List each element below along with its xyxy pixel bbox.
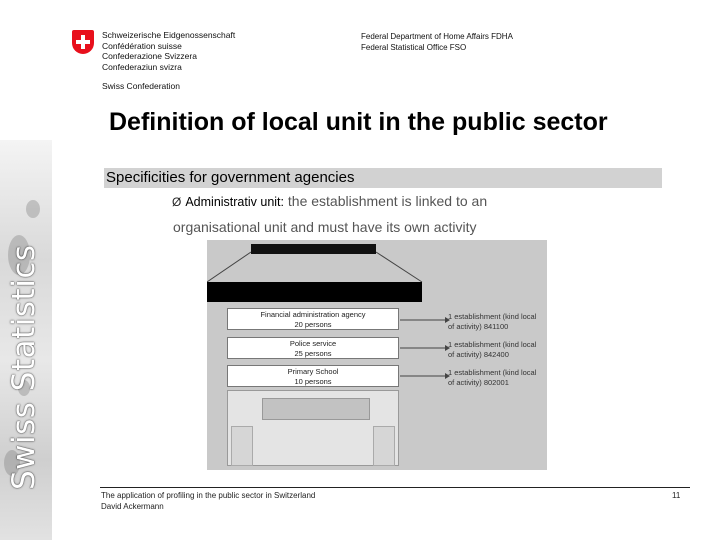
unit-persons: 10 persons: [294, 377, 332, 386]
establishment-note: [448, 312, 548, 331]
footer-presentation-title: The application of profiling in the public sector in Switzerland: [101, 491, 316, 500]
note-line: 1 establishment (kind local: [448, 340, 537, 349]
unit-persons: 20 persons: [294, 320, 332, 329]
unit-box-police: [227, 337, 399, 359]
note-line: 1 establishment (kind local: [448, 312, 537, 321]
office-name: Federal Statistical Office FSO: [361, 43, 467, 52]
note-line: of activity) 842400: [448, 349, 509, 359]
swiss-flag-icon: [72, 30, 94, 54]
footer-author: David Ackermann: [101, 502, 164, 511]
confederation-line-fr: Confédération suisse: [102, 40, 182, 51]
unit-box-financial: [227, 308, 399, 330]
establishment-note: [448, 368, 548, 387]
door-right: [373, 426, 395, 466]
unit-name: Primary School: [287, 367, 339, 376]
building-diagram: [207, 240, 547, 470]
department-name: Federal Department of Home Affairs FDHA: [361, 32, 513, 41]
unit-persons: 25 persons: [294, 349, 332, 358]
establishment-note: [448, 340, 548, 359]
footer-divider: [100, 487, 690, 488]
confederation-line-en: Swiss Confederation: [102, 81, 180, 91]
footer: [101, 490, 315, 512]
building-beam: [207, 282, 422, 302]
confederation-line-it: Confederazione Svizzera: [102, 51, 197, 61]
confederation-line-de: Schweizerische Eidgenossenschaft: [102, 30, 236, 40]
note-line: of activity) 802001: [448, 377, 509, 387]
slide-subtitle: Specificities for government agencies: [106, 169, 355, 186]
unit-name: Financial administration agency: [260, 310, 366, 319]
confederation-block: [102, 30, 235, 92]
door-left: [231, 426, 253, 466]
roof-bar: [251, 244, 376, 254]
note-line: of activity) 841100: [448, 321, 509, 331]
bullet-arrow-icon: Ø: [172, 195, 182, 209]
bullet-lead: Administrativ unit:: [185, 195, 284, 209]
subtitle-bar: [104, 168, 662, 188]
unit-name: Police service: [289, 339, 337, 348]
page-number: 11: [672, 491, 681, 500]
unit-box-school: [227, 365, 399, 387]
bullet-text: the establishment is linked to an: [284, 193, 488, 209]
confederation-line-rm: Confederaziun svizra: [102, 61, 182, 72]
slide-title: Definition of local unit in the public sector: [109, 108, 608, 136]
note-line: 1 establishment (kind local: [448, 368, 537, 377]
swiss-statistics-brand: Swiss Statistics: [6, 244, 42, 490]
bullet-point: [172, 193, 487, 209]
department-block: [361, 31, 513, 53]
bullet-continuation: organisational unit and must have its own activity: [173, 219, 477, 235]
ground-window: [262, 398, 370, 420]
